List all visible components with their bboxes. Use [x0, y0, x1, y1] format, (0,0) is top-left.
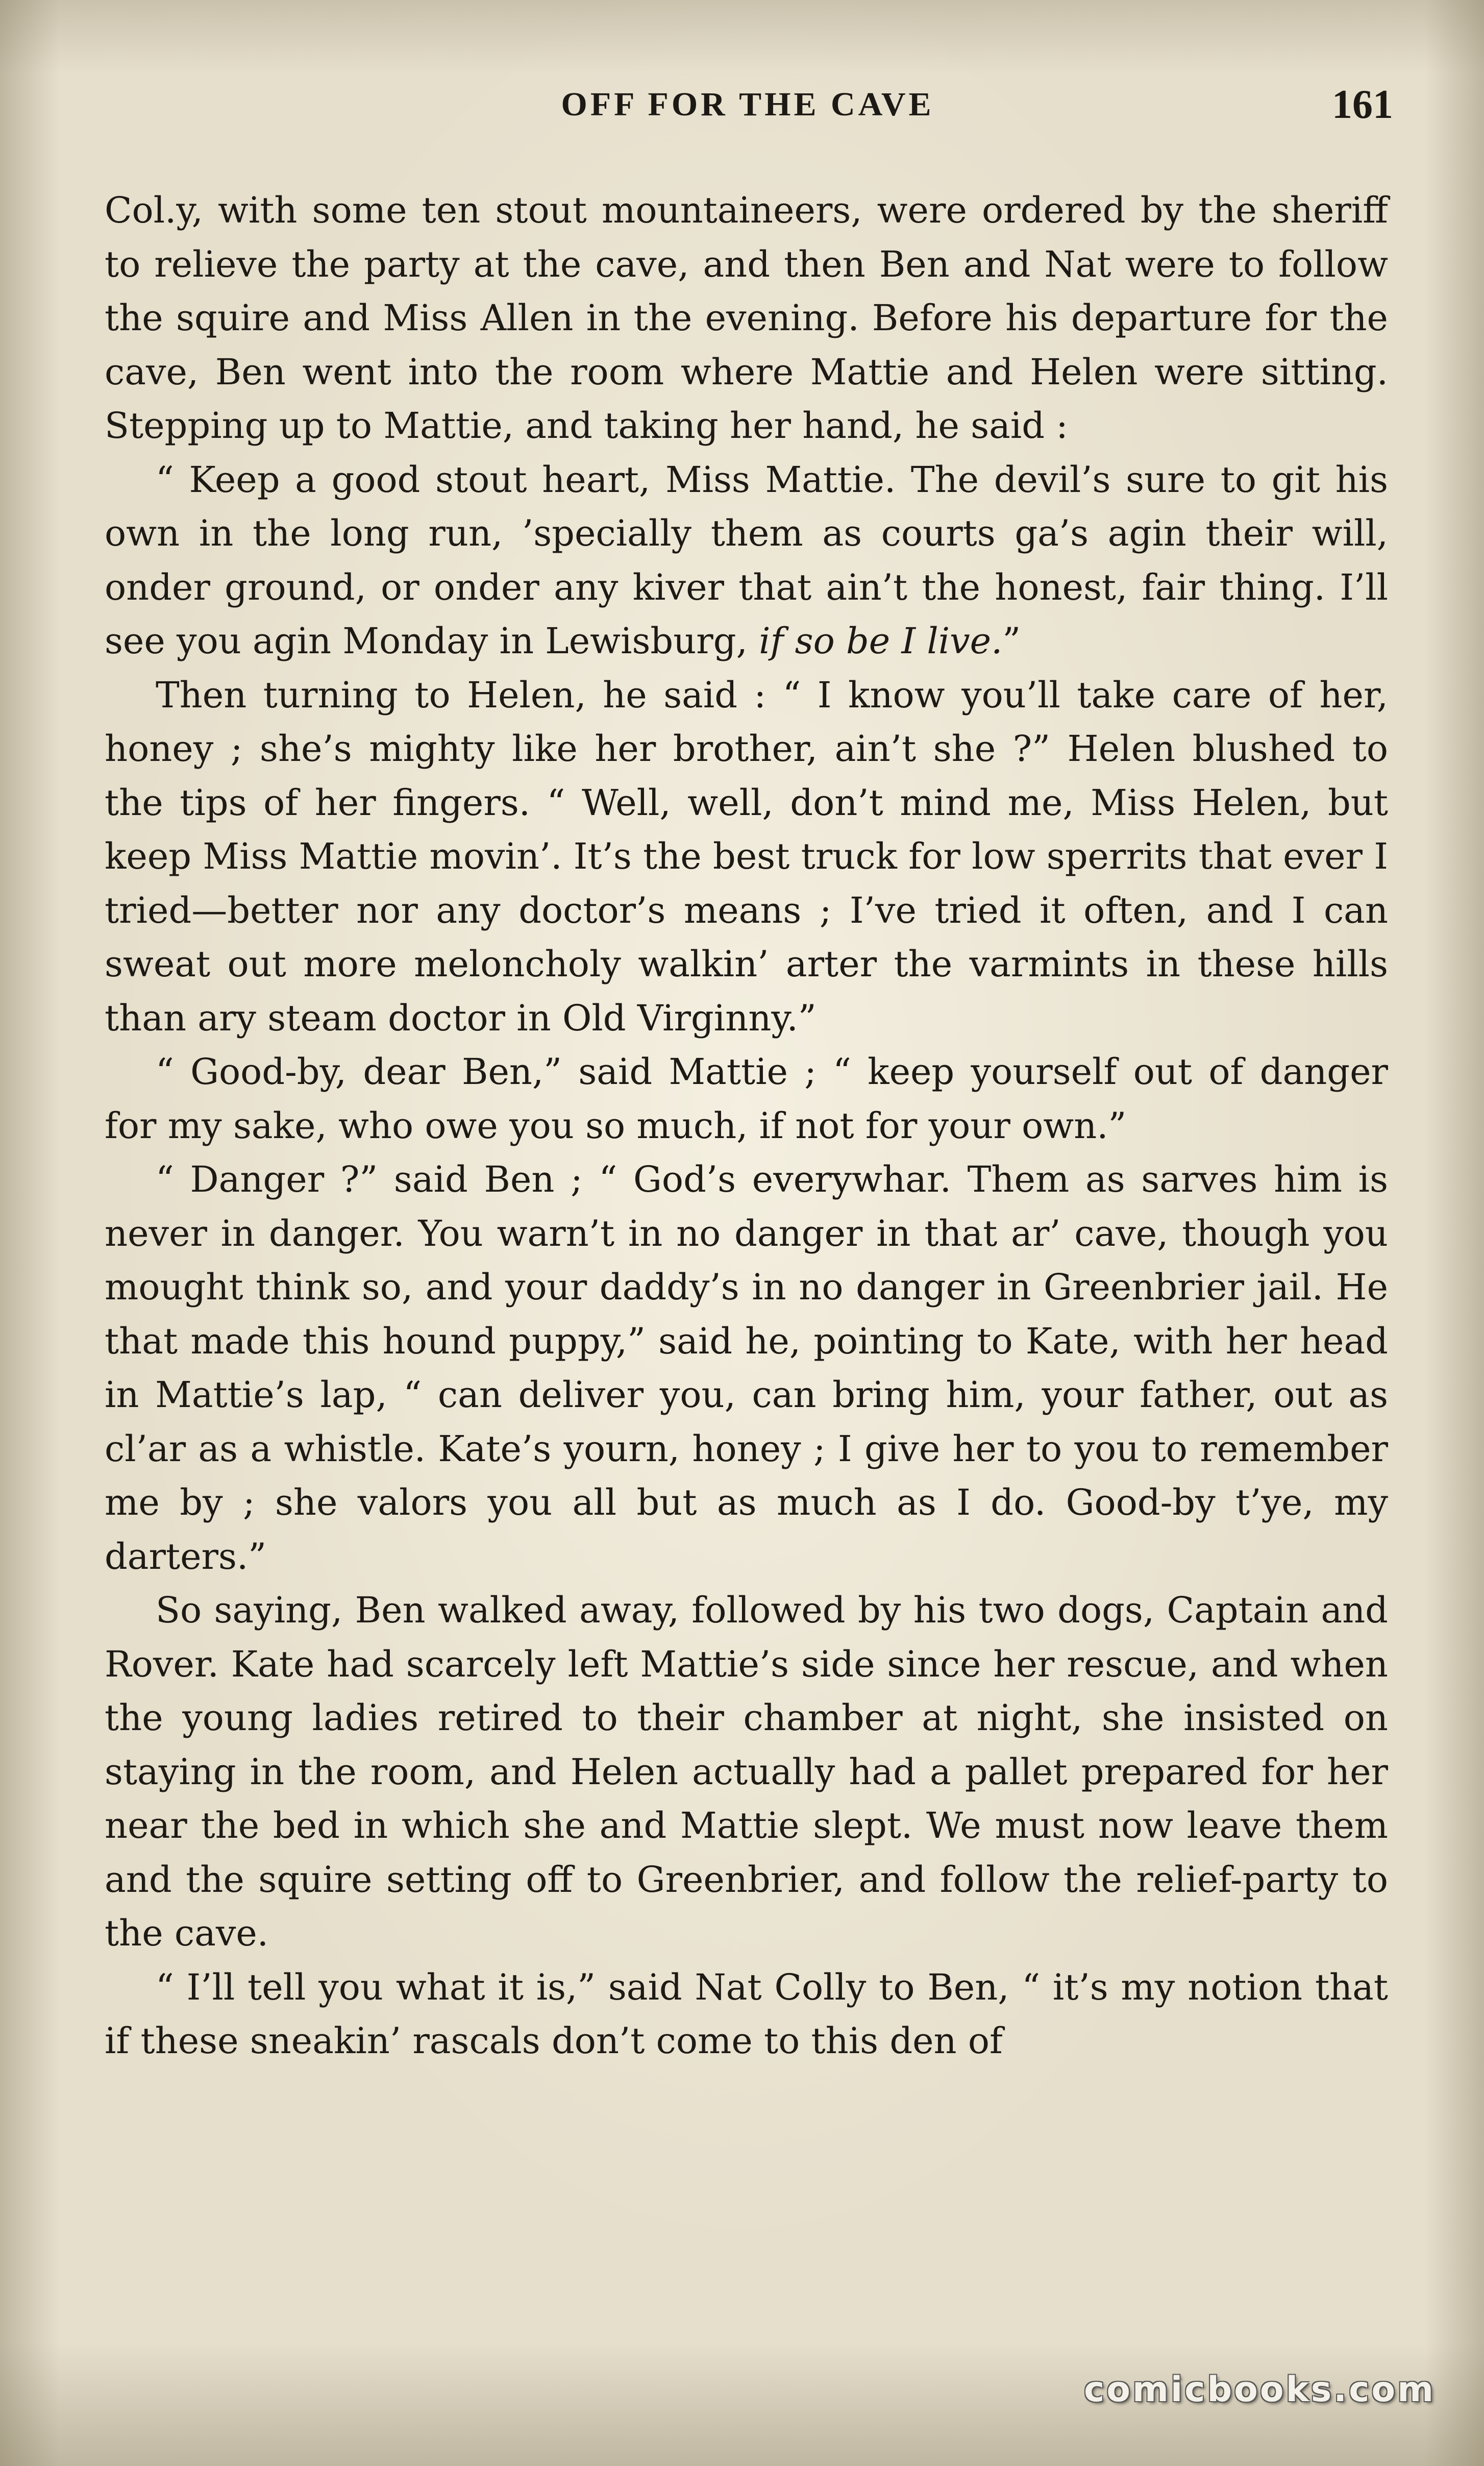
- running-head: OFF FOR THE CAVE: [561, 86, 934, 123]
- paragraph-6: So saying, Ben walked away, followed by his two dogs, Captain and Rover. Kate had scarcely left Mattie’s side since her rescue, and when the young ladies retired to their chamber at night, she insisted on staying in the room, and Helen actually had a pallet prepared for her near the bed in which she and Mattie slept. We must now leave them and the squire setting off to Greenbrier, and follow the relief-party to the cave.: [105, 1589, 1388, 1954]
- paragraph-2: [105, 453, 1388, 669]
- paragraph-3: Then turning to Helen, he said : “ I know you’ll take care of her, honey ; she’s mighty like her brother, ain’t she ?” Helen blushed to the tips of her fingers. “ Well, well, don’t mind me, Miss Helen, but keep Miss Mattie movin’. It’s the best truck for low sperrits that ever I tried—better nor any doctor’s means ; I’ve tried it often, and I can sweat out more meloncholy walkin’ arter the varmints in these hills than ary steam doctor in Old Virginny.”: [105, 674, 1388, 1039]
- watermark: comicbooks.com: [1083, 2370, 1436, 2410]
- paragraph-5: “ Danger ?” said Ben ; “ God’s everywhar. Them as sarves him is never in danger. You warn’t in no danger in that ar’ cave, though you mought think so, and your daddy’s in no danger in Greenbrier jail. He that made this hound puppy,” said he, pointing to Kate, with her head in Mattie’s lap, “ can deliver you, can bring him, your father, out as cl’ar as a whistle. Kate’s yourn, honey ; I give her to you to remember me by ; she valors you all but as much as I do. Good-by t’ye, my darters.”: [105, 1158, 1388, 1577]
- paragraph-1: Col.y, with some ten stout mountaineers, were ordered by the sheriff to relieve the party at the cave, and then Ben and Nat were to follow the squire and Miss Allen in the evening. Before his departure for the cave, Ben went into the room where Mattie and Helen were sitting. Stepping up to Mattie, and taking her hand, he said :: [105, 189, 1388, 447]
- paragraph-7: “ I’ll tell you what it is,” said Nat Colly to Ben, “ it’s my notion that if these sneakin’ rascals don’t come to this den of: [105, 1966, 1388, 2062]
- italic-close-quote: ”: [1002, 620, 1021, 662]
- page-number: 161: [1332, 82, 1393, 127]
- body-text: [105, 184, 1388, 2068]
- paragraph-2-text: “ Keep a good stout heart, Miss Mattie. The devil’s sure to git his own in the long run, ’specially them as courts ga’s agin their will, onder ground, or onder any kiver that ain’t the honest, fair thing. I’ll see you agin Monday in Lewisburg,: [105, 458, 1388, 662]
- italic-phrase: if so be I live.: [759, 620, 1003, 662]
- page-header: [102, 79, 1393, 130]
- paragraph-4: “ Good-by, dear Ben,” said Mattie ; “ keep yourself out of danger for my sake, who owe you so much, if not for your own.”: [105, 1051, 1388, 1147]
